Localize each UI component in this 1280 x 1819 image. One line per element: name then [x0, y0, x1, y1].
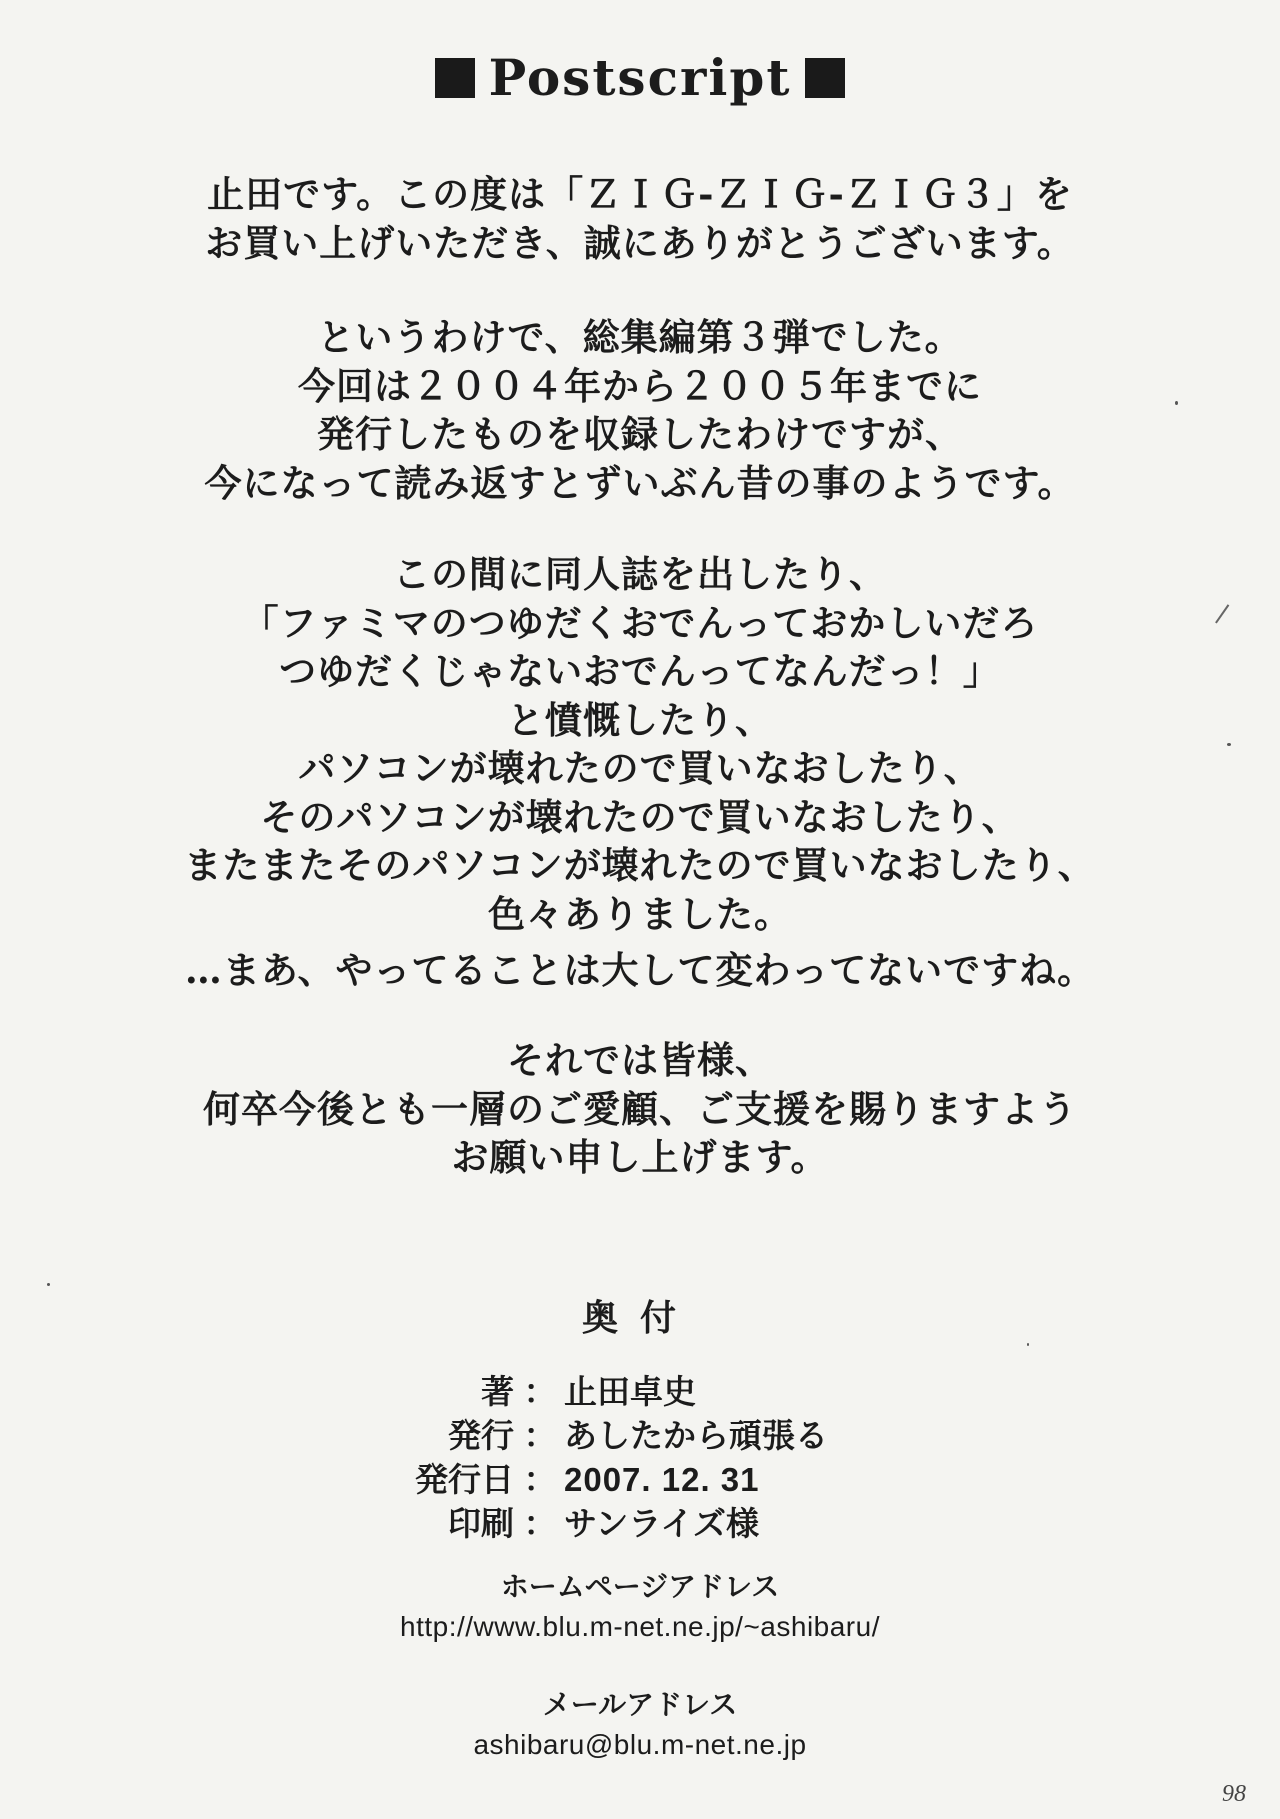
scan-speck	[47, 1283, 50, 1286]
scan-speck	[1027, 1343, 1029, 1346]
scan-speck	[1175, 401, 1178, 405]
page-number: 98	[1222, 1781, 1246, 1807]
paragraph-greeting	[0, 170, 1280, 267]
colophon-row-author	[0, 1370, 1280, 1414]
colophon-label: 著	[481, 1372, 514, 1411]
homepage-block	[0, 1567, 1280, 1647]
text-line: 何卒今後とも一層のご愛顧、ご支援を賜りますよう	[203, 1086, 1077, 1131]
text-line: 今回は２００４年から２００５年までに	[298, 363, 982, 408]
text-line: お願い申し上げます。	[451, 1135, 829, 1179]
text-line: そのパソコンが壊れたので買いなおしたり、	[260, 794, 1020, 839]
text-line: 今になって読み返すとずいぶん昔の事のようです。	[204, 460, 1076, 505]
colophon-colon: ：	[523, 1416, 557, 1455]
paragraph-compilation	[0, 313, 1280, 507]
colophon-label: 発行	[448, 1416, 514, 1455]
text-line: 色々ありました。	[488, 891, 792, 936]
mail-label: メールアドレス	[542, 1688, 738, 1721]
text-line: またまたそのパソコンが壊れたので買いなおしたり、	[184, 843, 1096, 887]
colophon-row-date	[0, 1458, 1280, 1502]
text-line: 「ファミマのつゆだくおでんっておかしいだろ	[241, 600, 1039, 645]
colophon-heading: 奥付	[581, 1298, 698, 1339]
homepage-url: http://www.blu.m-net.ne.jp/~ashibaru/	[400, 1611, 880, 1642]
text-line: …まあ、やってることは大して変わってないですね。	[184, 948, 1096, 992]
colophon-label: 印刷	[448, 1504, 514, 1543]
scan-speck	[1227, 743, 1231, 746]
mail-block	[0, 1685, 1280, 1765]
text-line: パソコンが壊れたので買いなおしたり、	[298, 746, 982, 790]
homepage-label: ホームページアドレス	[500, 1570, 780, 1603]
text-line: この間に同人誌を出したり、	[393, 552, 887, 596]
text-line: と憤慨したり、	[507, 697, 773, 742]
text-line: それでは皆様、	[507, 1038, 773, 1082]
black-square-icon	[805, 58, 845, 98]
text-line: 止田です。この度は「ＺＩＧ-ＺＩＧ-ＺＩＧ３」を	[207, 172, 1073, 216]
paragraph-closing	[0, 1036, 1280, 1182]
colophon-label: 発行日	[415, 1460, 514, 1499]
mail-address: ashibaru@blu.m-net.ne.jp	[473, 1729, 807, 1760]
text-line: 発行したものを収録したわけですが、	[317, 412, 963, 456]
text-line: というわけで、総集編第３弾でした。	[317, 315, 963, 359]
colophon-table	[0, 1370, 1280, 1546]
colophon-value: 止田卓史	[564, 1372, 696, 1411]
colophon-colon: ：	[523, 1504, 557, 1543]
colophon-row-printer	[0, 1502, 1280, 1546]
postscript-title	[0, 48, 1280, 108]
page-title: Postscript	[488, 48, 792, 107]
paragraph-events	[0, 550, 1280, 938]
text-line: つゆだくじゃないおでんってなんだっ！」	[279, 649, 1001, 693]
colophon-value: あしたから頑張る	[564, 1416, 828, 1455]
text-line: お買い上げいただき、誠にありがとうございます。	[205, 220, 1075, 265]
colophon-row-publisher	[0, 1414, 1280, 1458]
colophon-colon: ：	[523, 1460, 557, 1499]
black-square-icon	[435, 58, 475, 98]
colophon-value: 2007. 12. 31	[564, 1461, 760, 1498]
colophon-colon: ：	[523, 1372, 557, 1411]
colophon-value: サンライズ様	[564, 1504, 760, 1543]
paragraph-remark	[0, 946, 1280, 995]
